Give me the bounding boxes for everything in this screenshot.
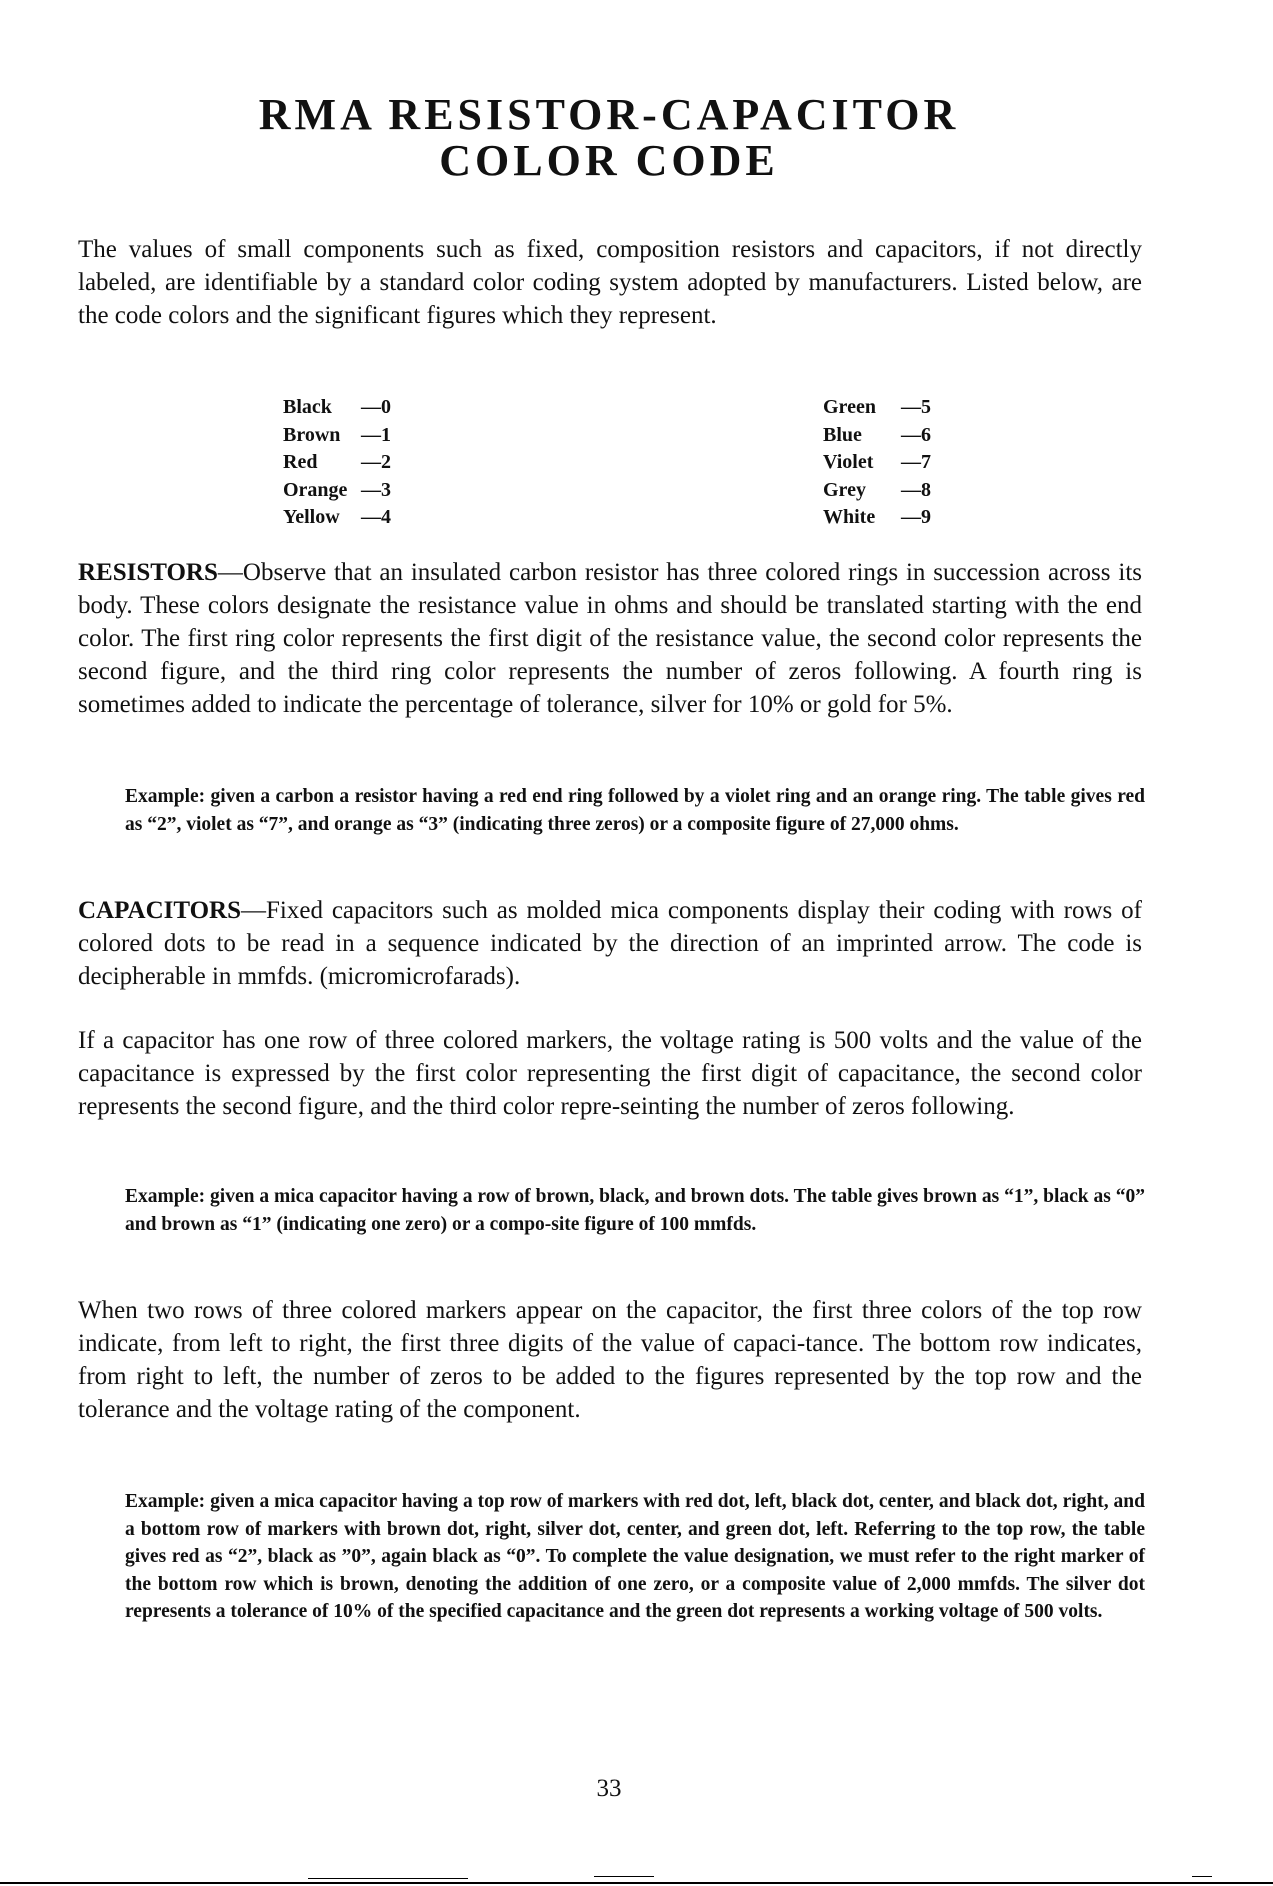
color-value: —9 — [901, 506, 931, 528]
capacitor-one-row-paragraph: If a capacitor has one row of three colored markers, the voltage rating is 500 volts and the value of the capacitance is expressed by the first color representing the first digit of capacitance, the second color represents the second figure, and the third color repre-seinting the number of zeros following. — [78, 1027, 1142, 1120]
page-title — [0, 92, 1218, 184]
color-name: Brown — [283, 423, 341, 446]
color-value: —4 — [361, 506, 391, 528]
color-name: Black — [283, 396, 332, 418]
capacitors-paragraph — [78, 894, 1142, 993]
resistor-example: Example: given a carbon a resistor having a red end ring followed by a violet ring and an orange ring. The table gives red as “2”, violet as “7”, and orange as “3” (indicating three zeros) or a composite figure of 27,000 ohms. — [125, 786, 1145, 835]
color-value: —0 — [361, 396, 391, 418]
color-code-row — [283, 449, 391, 477]
color-name: Yellow — [283, 506, 340, 528]
resistors-text: —Observe that an insulated carbon resistor has three colored rings in succession across its body. These colors designate the resistance value in ohms and should be translated starting with the end color. The first ring color represents the first digit of the resistance value, the second color represents the second figure, and the third ring color represents the number of zeros following. A fourth ring is sometimes added to indicate the percentage of tolerance, silver for 10% or gold for 5%. — [78, 559, 1142, 718]
color-code-row — [283, 504, 391, 532]
title-line-2: COLOR CODE — [439, 136, 779, 185]
resistors-paragraph — [78, 556, 1142, 721]
color-code-row — [823, 477, 931, 505]
color-value: —5 — [901, 396, 931, 418]
color-code-row — [823, 449, 931, 477]
color-name: Orange — [283, 478, 348, 501]
color-value: —6 — [901, 423, 931, 446]
color-code-row — [823, 422, 931, 450]
scan-artifact-line — [308, 1878, 468, 1879]
title-line-1: RMA RESISTOR-CAPACITOR — [258, 90, 960, 139]
color-code-row — [823, 394, 931, 422]
color-value: —7 — [901, 451, 931, 473]
color-code-row — [283, 394, 391, 422]
color-code-row — [283, 477, 391, 505]
color-name: Grey — [823, 478, 866, 501]
capacitors-heading: CAPACITORS — [78, 897, 241, 924]
color-name: Red — [283, 451, 318, 473]
color-name: Violet — [823, 451, 874, 473]
scan-artifact-line — [594, 1876, 654, 1877]
color-value: —8 — [901, 478, 931, 501]
color-value: —1 — [361, 423, 391, 446]
capacitors-text: —Fixed capacitors such as molded mica components display their coding with rows of colored dots to be read in a sequence indicated by the direction of an imprinted arrow. The code is decipherable in mmfds. (micromicrofarads). — [78, 897, 1142, 990]
color-code-row — [823, 504, 931, 532]
capacitor-one-row-example: Example: given a mica capacitor having a row of brown, black, and brown dots. The table gives brown as “1”, black as “0” and brown as “1” (indicating one zero) or a compo-site figure of 100 mmfds. — [125, 1186, 1145, 1235]
bottom-edge-rule — [0, 1882, 1273, 1884]
resistors-heading: RESISTORS — [78, 559, 218, 586]
color-name: Green — [823, 396, 876, 418]
scan-artifact-line — [1192, 1876, 1212, 1877]
color-code-table-left — [283, 394, 391, 532]
color-value: —3 — [361, 478, 391, 501]
color-value: —2 — [361, 451, 391, 473]
capacitor-two-rows-paragraph: When two rows of three colored markers appear on the capacitor, the first three colors of the top row indicate, from left to right, the first three digits of the value of capaci-tance. The bottom row indicates, from right to left, the number of zeros to be added to the figures represented by the top row and the tolerance and the voltage rating of the component. — [78, 1297, 1142, 1423]
capacitor-two-rows-example: Example: given a mica capacitor having a top row of markers with red dot, left, black dot, center, and black dot, right, and a bottom row of markers with brown dot, right, silver dot, center, and green dot, left. Referring to the top row, the table gives red as “2”, black as ”0”, again black as “0”. To complete the value designation, we must refer to the right marker of the bottom row which is brown, denoting the addition of one zero, or a composite value of 2,000 mmfds. The silver dot represents a tolerance of 10% of the specified capacitance and the green dot represents a working voltage of 500 volts. — [125, 1491, 1145, 1622]
color-code-table-right — [823, 394, 931, 532]
page-number: 33 — [596, 1775, 622, 1802]
color-name: White — [823, 506, 876, 528]
color-name: Blue — [823, 423, 862, 446]
intro-paragraph: The values of small components such as fixed, composition resistors and capacitors, if not directly labeled, are identifiable by a standard color coding system adopted by manufacturers. Listed below, are the code colors and the significant figures which they represent. — [78, 236, 1142, 329]
color-code-row — [283, 422, 391, 450]
